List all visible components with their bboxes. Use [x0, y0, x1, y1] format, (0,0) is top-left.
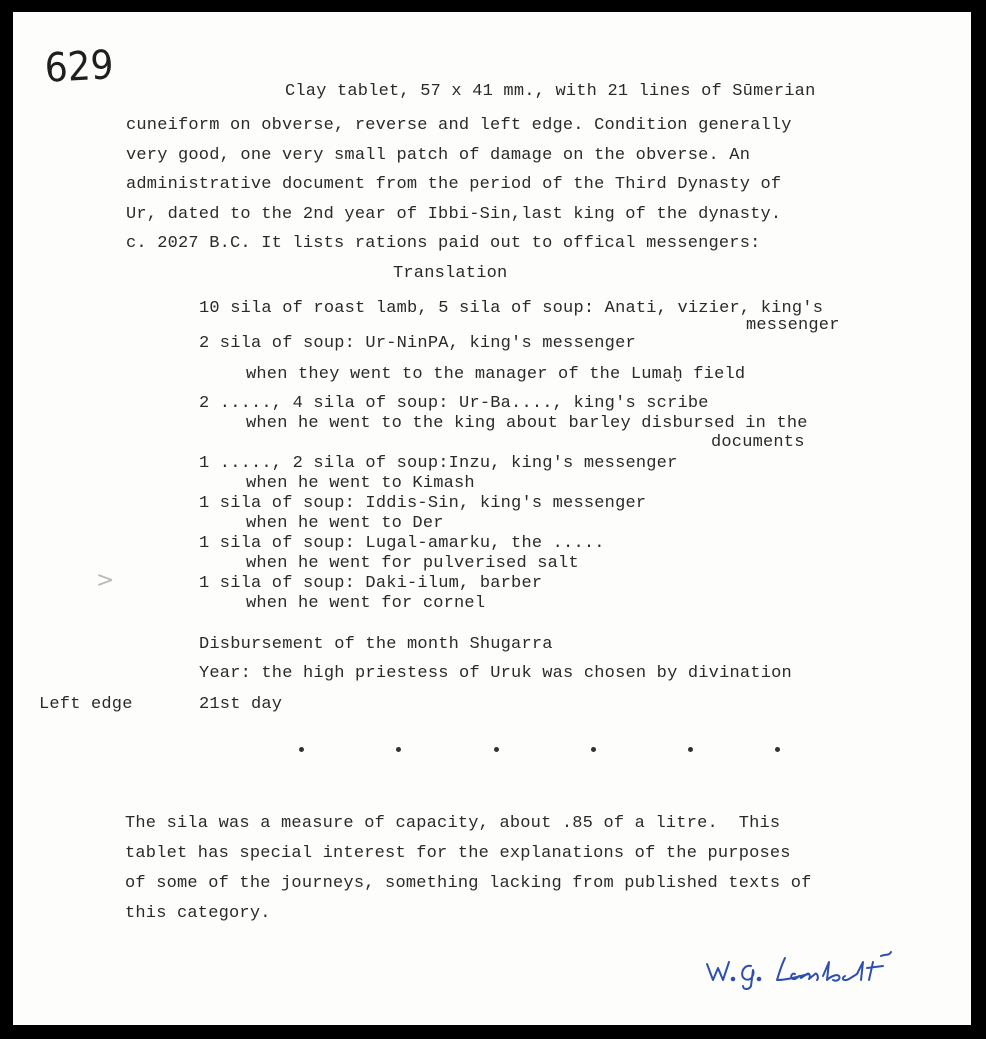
separator-dot	[591, 747, 596, 752]
entry-line: 1 sila of soup: Lugal-amarku, the .....	[199, 534, 605, 553]
margin-mark: >	[96, 568, 115, 593]
disbursement-line: Disbursement of the month Shugarra	[199, 635, 553, 654]
entry-line: when he went for pulverised salt	[246, 554, 579, 573]
intro-line-3: very good, one very small patch of damage on the obverse. An	[126, 146, 751, 165]
note-line-1: The sila was a measure of capacity, about .85 of a litre. This	[125, 814, 781, 833]
entry-line: 1 sila of soup: Iddis-Sin, king's messenger	[199, 494, 647, 513]
year-line: Year: the high priestess of Uruk was chosen by divination	[199, 664, 792, 683]
intro-line-5: Ur, dated to the 2nd year of Ibbi-Sin,last king of the dynasty.	[126, 205, 782, 224]
intro-line-4: administrative document from the period of the Third Dynasty of	[126, 175, 782, 194]
intro-line-2: cuneiform on obverse, reverse and left edge. Condition generally	[126, 116, 792, 135]
entry-line: when he went to Kimash	[246, 474, 475, 493]
separator-dots	[13, 747, 971, 767]
separator-dot	[494, 747, 499, 752]
separator-dot	[299, 747, 304, 752]
entry-line: when he went for cornel	[246, 594, 486, 613]
entry-line: when he went to Der	[246, 514, 444, 533]
entry-line: documents	[711, 433, 805, 452]
separator-dot	[688, 747, 693, 752]
left-edge-label: Left edge	[39, 695, 133, 714]
catalogue-number: 629	[43, 42, 115, 92]
signature	[699, 946, 899, 996]
entry-line: 1 sila of soup: Daki-ilum, barber	[199, 574, 543, 593]
note-line-2: tablet has special interest for the explanations of the purposes	[125, 844, 791, 863]
entry-line: when he went to the king about barley disbursed in the	[246, 414, 808, 433]
entry-line: 2 sila of soup: Ur-NinPA, king's messenger	[199, 334, 636, 353]
note-line-3: of some of the journeys, something lacking from published texts of	[125, 874, 812, 893]
translation-heading: Translation	[393, 264, 508, 283]
separator-dot	[396, 747, 401, 752]
entry-line: 10 sila of roast lamb, 5 sila of soup: Anati, vizier, king's	[199, 299, 824, 318]
intro-line-6: c. 2027 B.C. It lists rations paid out to offical messengers:	[126, 234, 761, 253]
note-line-4: this category.	[125, 904, 271, 923]
intro-line-1: Clay tablet, 57 x 41 mm., with 21 lines of Sūmerian	[285, 82, 816, 101]
signature-scribble-icon	[699, 946, 899, 996]
entry-line: messenger	[746, 316, 840, 335]
left-edge-text: 21st day	[199, 695, 283, 714]
separator-dot	[775, 747, 780, 752]
entry-line: 2 ....., 4 sila of soup: Ur-Ba...., king's scribe	[199, 394, 709, 413]
document-page	[13, 12, 971, 1025]
entry-line: 1 ....., 2 sila of soup:Inzu, king's messenger	[199, 454, 678, 473]
entry-line: when they went to the manager of the Lumaḫ field	[246, 365, 746, 384]
